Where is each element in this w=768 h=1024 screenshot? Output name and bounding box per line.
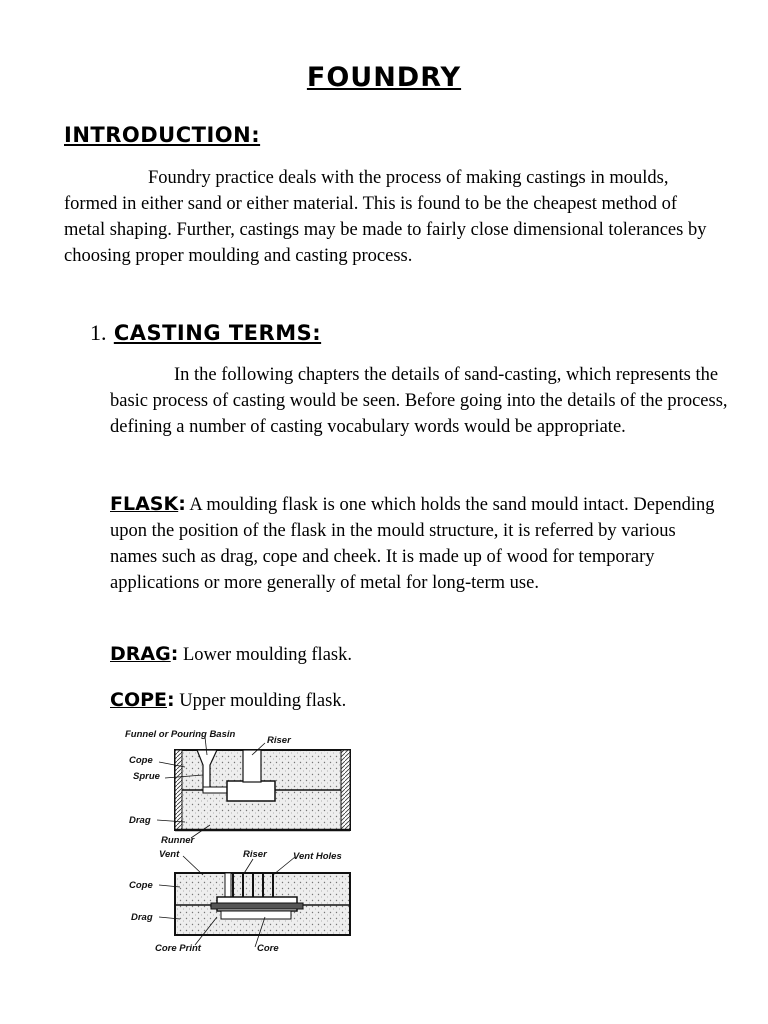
term-word: FLASK [110,493,179,515]
term-colon: : [167,689,175,711]
label-vent: Vent [159,849,180,860]
casting-terms-heading [90,320,321,346]
term-definition: Lower moulding flask. [178,645,352,665]
label-cope-top: Cope [129,755,153,766]
introduction-paragraph: Foundry practice deals with the process of making castings in moulds, formed in either sand or either material. This is found to be the cheapest method of metal shaping. Further, castings may be made to fairly close dimensional tolerances by choosing proper moulding and casting process. [64,168,707,266]
label-riser-top: Riser [267,735,291,746]
term-definition: A moulding flask is one which holds the sand mould intact. Depending upon the position of the flask in the mould structure, it is referred by various names such as drag, cope and cheek. It is made up of wood for temporary applications or more generally of metal for long-term use. [110,495,715,593]
label-runner: Runner [161,835,195,846]
label-drag-bottom: Drag [131,912,153,923]
label-vent-holes: Vent Holes [293,851,342,862]
term-drag [110,641,720,668]
term-word: DRAG [110,643,171,665]
label-cope-bottom: Cope [129,880,153,891]
label-core-print: Core Print [155,943,201,954]
term-colon: : [170,643,179,665]
label-sprue: Sprue [133,771,160,782]
mould-diagram [125,725,365,960]
section-title: CASTING TERMS: [113,321,322,345]
label-riser-bottom: Riser [243,849,267,860]
upper-mould-figure [175,750,350,830]
section-number: 1. [90,320,107,345]
term-flask [110,491,720,596]
term-colon: : [178,493,186,515]
label-core: Core [257,943,279,954]
introduction-heading: INTRODUCTION: [64,123,261,147]
term-cope [110,687,720,714]
label-funnel: Funnel or Pouring Basin [125,729,236,740]
casting-terms-paragraph: In the following chapters the details of sand-casting, which represents the basic process of casting would be seen. Before going into the details of the process, defining a number of casting vocabulary words would be appropriate. [110,365,728,437]
term-word: COPE [110,689,167,711]
page-title: FOUNDRY [306,62,462,93]
term-definition: Upper moulding flask. [174,691,347,711]
label-drag-top: Drag [129,815,151,826]
